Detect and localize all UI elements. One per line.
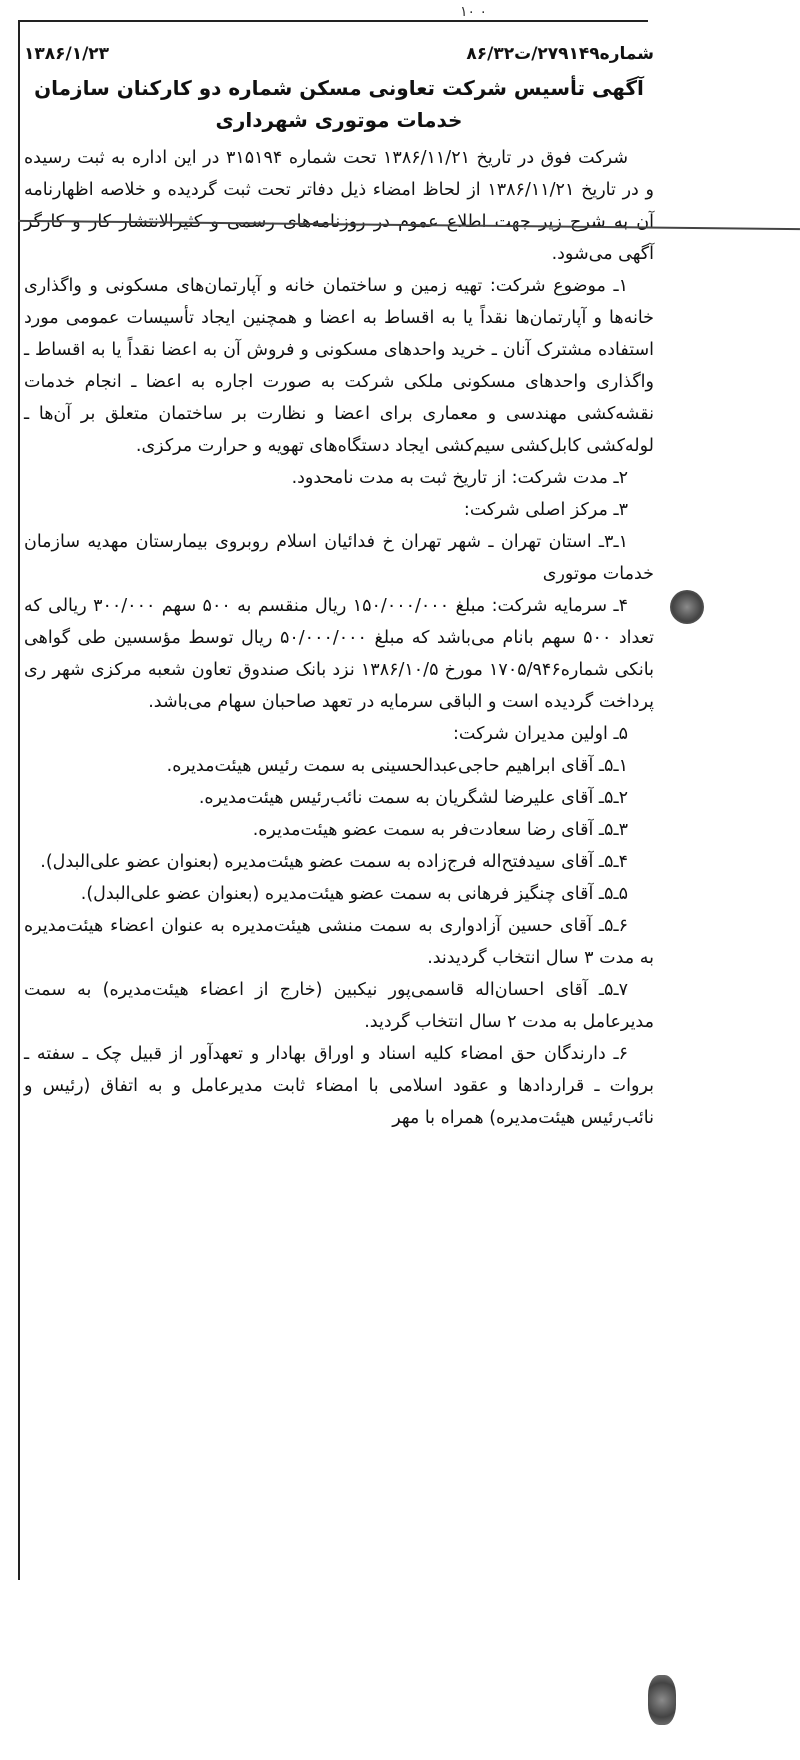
director-item: ۶ـ۵ـ آقای حسین آزادواری به سمت منشی هیئت‌مدیره به عنوان اعضاء هیئت‌مدیره به مدت ۳ سال انتخاب گردیدند. [24, 916, 654, 968]
notice-title: آگهی تأسیس شرکت تعاونی مسکن شماره دو کارکنان سازمان خدمات موتوری شهرداری [34, 76, 644, 132]
director-item: ۱ـ۵ـ آقای ابراهیم حاجی‌عبدالحسینی به سمت رئیس هیئت‌مدیره. [166, 756, 628, 776]
director-item: ۵ـ۵ـ آقای چنگیز فرهانی به سمت عضو هیئت‌مدیره (بعنوان عضو علی‌البدل). [80, 884, 628, 904]
notice-column [24, 40, 654, 1134]
director-item: ۷ـ۵ـ آقای احسان‌اله قاسمی‌پور نیکبین (خارج از اعضاء هیئت‌مدیره) به سمت مدیرعامل به مدت ۲ سال انتخاب گردید. [24, 980, 654, 1032]
notice-header [24, 40, 654, 68]
duration-paragraph: ۲ـ مدت شرکت: از تاریخ ثبت به مدت نامحدود. [291, 468, 628, 488]
capital-paragraph: ۴ـ سرمایه شرکت: مبلغ ۱۵۰/۰۰۰/۰۰۰ ریال منقسم به ۵۰۰ سهم ۳۰۰/۰۰۰ ریالی که تعداد ۵۰۰ سهم بانام می‌باشد که مبلغ ۵۰/۰۰۰/۰۰۰ ریال توسط مؤسسین طی گواهی بانکی شماره۱۷۰۵/۹۴۶ مورخ ۱۳۸۶/۱۰/۵ نزد بانک صندوق تعاون شعبه مرکزی شهر ری پرداخت گردیده است و الباقی سرمایه در تعهد صاحبان سهام می‌باشد. [24, 596, 655, 712]
director-item: ۴ـ۵ـ آقای سیدفتح‌اله فرج‌زاده به سمت عضو هیئت‌مدیره (بعنوان عضو علی‌البدل). [40, 852, 628, 872]
director-item: ۳ـ۵ـ آقای رضا سعادت‌فر به سمت عضو هیئت‌مدیره. [252, 820, 628, 840]
director-item: ۲ـ۵ـ آقای علیرضا لشگریان به سمت نائب‌رئیس هیئت‌مدیره. [198, 788, 628, 808]
frame-left-rule [18, 20, 20, 1580]
subject-paragraph: ۱ـ موضوع شرکت: تهیه زمین و ساختمان خانه و آپارتمان‌های مسکونی و واگذاری خانه‌ها و آپارتمان‌ها نقداً یا به اقساط به اعضا و همچنین ایجاد تأسیسات عمومی مورد استفاده مشترک آنان ـ خرید واحدهای مسکونی و فروش آن به اعضا نقداً یا به اقساط ـ واگذاری واحدهای مسکونی ملکی شرکت به صورت اجاره به اعضا ـ انجام خدمات نقشه‌کشی مهندسی و معماری برای اعضا و نظارت بر ساختمان متعلق بر آن‌ها ـ لوله‌کشی کابل‌کشی سیم‌کشی ایجاد دستگاه‌های تهویه و حرارت مرکزی. [24, 276, 654, 456]
frame-top-rule [18, 20, 648, 22]
stamp-mark-top [670, 590, 704, 624]
stamp-mark-bottom [648, 1675, 676, 1725]
issue-number: شماره۲۷۹۱۴۹/ت۸۶/۳۲ [466, 44, 654, 64]
headquarters-address: ۱ـ۳ـ استان تهران ـ شهر تهران خ فدائیان اسلام روبروی بیمارستان مهدیه سازمان خدمات موتوری [24, 532, 654, 584]
intro-paragraph: شرکت فوق در تاریخ ۱۳۸۶/۱۱/۲۱ تحت شماره ۳۱۵۱۹۴ در این اداره به ثبت رسیده و در تاریخ ۱۳۸۶/۱۱/۲۱ از لحاظ امضاء ذیل دفاتر تحت ثبت گردیده و خلاصه اظهارنامه آن به شرح زیر جهت اطلاع عموم در روزنامه‌های رسمی و کثیرالانتشار کار و کارگر آگهی می‌شود. [24, 148, 654, 264]
directors-heading: ۵ـ اولین مدیران شرکت: [453, 724, 628, 744]
corner-mark: ۱۰ ۰ [460, 4, 488, 20]
headquarters-heading: ۳ـ مرکز اصلی شرکت: [463, 500, 628, 520]
issue-date: ۱۳۸۶/۱/۲۳ [24, 44, 110, 64]
signatories-paragraph: ۶ـ دارندگان حق امضاء کلیه اسناد و اوراق بهادار و تعهدآور از قبیل چک ـ سفته ـ بروات ـ قراردادها و عقود اسلامی با امضاء ثابت مدیرعامل و به اتفاق (رئیس و نائب‌رئیس هیئت‌مدیره) همراه با مهر [24, 1044, 654, 1128]
